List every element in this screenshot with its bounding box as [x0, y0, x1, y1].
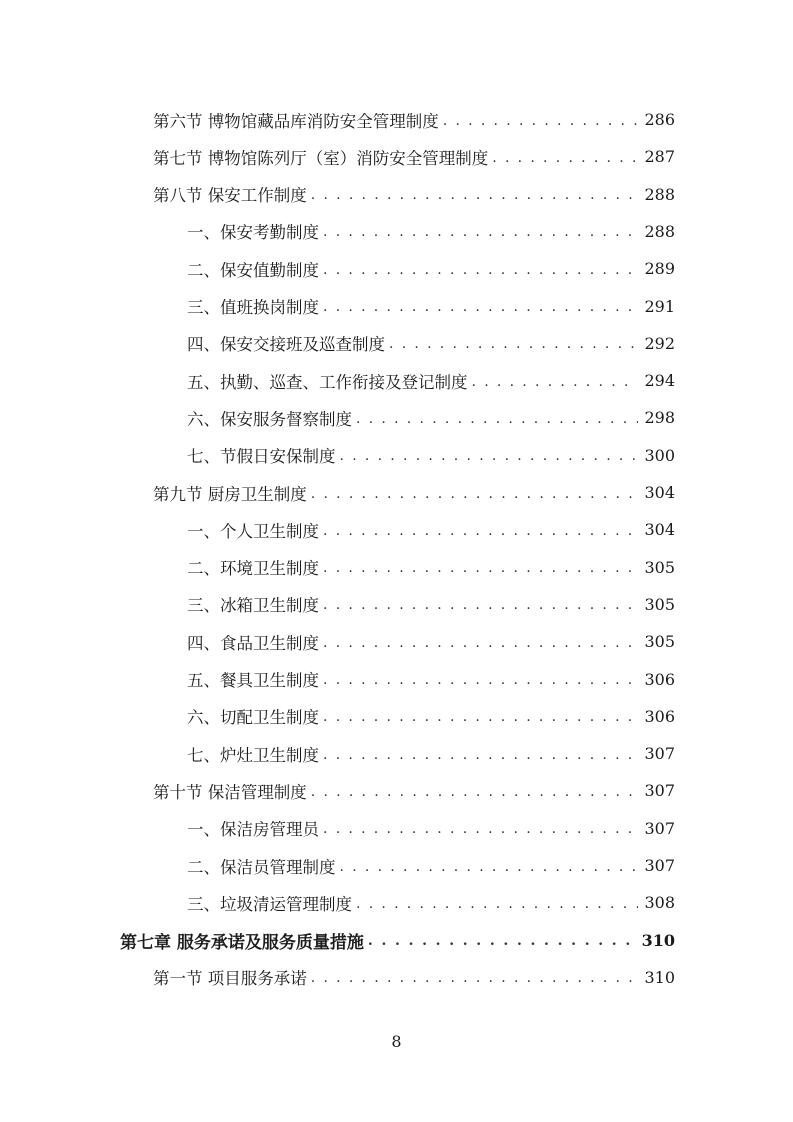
- toc-entry[interactable]: [187, 549, 675, 586]
- dot-leader: [311, 187, 639, 203]
- toc-entry-title: 一、保洁房管理员: [187, 820, 319, 840]
- toc-entry-title: 五、执勤、巡查、工作衔接及登记制度: [187, 372, 468, 392]
- toc-entry-title: 二、保安值勤制度: [187, 260, 319, 280]
- toc-entry-title: 五、餐具卫生制度: [187, 671, 319, 690]
- dot-leader: [356, 411, 638, 427]
- toc-entry[interactable]: [187, 213, 675, 250]
- dot-leader: [323, 747, 638, 763]
- toc-entry-page: 308: [644, 893, 675, 913]
- toc-entry[interactable]: [187, 399, 675, 436]
- toc-entry-title: 七、炉灶卫生制度: [187, 745, 319, 765]
- dot-leader: [340, 448, 639, 464]
- toc-entry[interactable]: [187, 511, 675, 548]
- toc-entry-page: 307: [644, 818, 675, 838]
- dot-leader: [443, 113, 639, 129]
- toc-entry-title: 二、保洁员管理制度: [187, 857, 336, 877]
- page-number: 8: [391, 1032, 402, 1051]
- dot-leader: [492, 150, 638, 166]
- toc-entry[interactable]: [187, 698, 675, 735]
- toc-entry[interactable]: [187, 250, 675, 287]
- toc-entry[interactable]: [187, 810, 675, 847]
- toc-entry[interactable]: [187, 735, 675, 772]
- toc-entry-page: 305: [644, 594, 675, 614]
- toc-entry-title: 一、个人卫生制度: [187, 521, 319, 541]
- toc-entry-page: 305: [644, 632, 675, 652]
- toc-entry-title: 第八节 保安工作制度: [153, 186, 307, 206]
- toc-entry-page: 298: [644, 408, 675, 428]
- toc-entry-page: 287: [644, 147, 675, 167]
- toc-entry[interactable]: [153, 474, 675, 511]
- toc-entry[interactable]: [187, 884, 675, 921]
- dot-leader: [323, 299, 638, 315]
- toc-entry[interactable]: [153, 101, 675, 138]
- dot-leader: [323, 262, 638, 278]
- toc-entry-title: 第七节 博物馆陈列厅（室）消防安全管理制度: [153, 148, 489, 168]
- toc-entry-title: 第六节 博物馆藏品库消防安全管理制度: [153, 111, 439, 131]
- dot-leader: [323, 523, 638, 539]
- toc-entry-title: 第七章 服务承诺及服务质量措施: [120, 932, 364, 953]
- toc-entry[interactable]: [153, 138, 675, 175]
- toc-entry-page: 306: [644, 706, 675, 726]
- toc-entry-title: 七、节假日安保制度: [187, 447, 336, 467]
- toc-entry-page: 286: [644, 110, 675, 129]
- dot-leader: [340, 859, 639, 875]
- toc-entry-title: 第九节 厨房卫生制度: [153, 484, 307, 504]
- toc-entry-page: 292: [644, 333, 675, 353]
- toc-entry-title: 第十节 保洁管理制度: [153, 782, 307, 802]
- dot-leader: [323, 709, 638, 725]
- toc-entry[interactable]: [187, 623, 675, 660]
- toc-entry[interactable]: [120, 922, 675, 959]
- toc-entry-page: 307: [644, 744, 675, 764]
- toc-entry-title: 三、垃圾清运管理制度: [187, 894, 352, 914]
- toc-entry[interactable]: [187, 661, 675, 698]
- dot-leader: [323, 597, 638, 613]
- toc-entry[interactable]: [187, 325, 675, 362]
- toc-entry-title: 四、保安交接班及巡查制度: [187, 335, 385, 355]
- toc-entry-page: 294: [644, 371, 675, 391]
- toc-entry-title: 四、食品卫生制度: [187, 633, 319, 653]
- dot-leader: [311, 970, 639, 986]
- dot-leader: [323, 672, 638, 688]
- toc-entry-title: 三、值班换岗制度: [187, 298, 319, 317]
- toc-entry-page: 288: [644, 184, 675, 204]
- dot-leader: [368, 933, 636, 949]
- toc-entry-page: 288: [644, 221, 675, 241]
- toc-entry-title: 一、保安考勤制度: [187, 223, 319, 243]
- toc-entry-page: 304: [644, 520, 675, 540]
- toc-entry-page: 307: [644, 781, 675, 801]
- toc-entry-title: 三、冰箱卫生制度: [187, 596, 319, 616]
- toc-entry-page: 289: [644, 259, 675, 279]
- toc-entry-page: 304: [644, 483, 675, 502]
- dot-leader: [323, 560, 638, 576]
- toc-entry[interactable]: [153, 959, 675, 996]
- toc-entry-page: 310: [644, 967, 675, 987]
- dot-leader: [389, 336, 638, 352]
- toc-entry[interactable]: [187, 288, 675, 325]
- dot-leader: [311, 486, 639, 502]
- toc-entry[interactable]: [187, 437, 675, 474]
- toc-entry-title: 六、保安服务督察制度: [187, 409, 352, 429]
- toc-entry-page: 310: [641, 930, 675, 950]
- dot-leader: [323, 635, 638, 651]
- dot-leader: [472, 374, 639, 390]
- toc-entry-page: 300: [644, 445, 675, 465]
- toc-entry[interactable]: [153, 772, 675, 809]
- toc-entry-page: 307: [644, 856, 675, 875]
- toc-entry-title: 第一节 项目服务承诺: [153, 969, 307, 989]
- toc-entry[interactable]: [187, 362, 675, 399]
- toc-entry[interactable]: [187, 586, 675, 623]
- toc-entry-page: 306: [644, 669, 675, 689]
- toc-entry[interactable]: [187, 847, 675, 884]
- dot-leader: [323, 224, 638, 240]
- dot-leader: [356, 896, 638, 912]
- dot-leader: [323, 821, 638, 837]
- toc-entry[interactable]: [153, 176, 675, 213]
- dot-leader: [311, 784, 639, 800]
- toc-entry-title: 二、环境卫生制度: [187, 559, 319, 579]
- toc-entry-page: 305: [644, 557, 675, 577]
- toc-entry-title: 六、切配卫生制度: [187, 708, 319, 728]
- toc-entry-page: 291: [644, 296, 675, 316]
